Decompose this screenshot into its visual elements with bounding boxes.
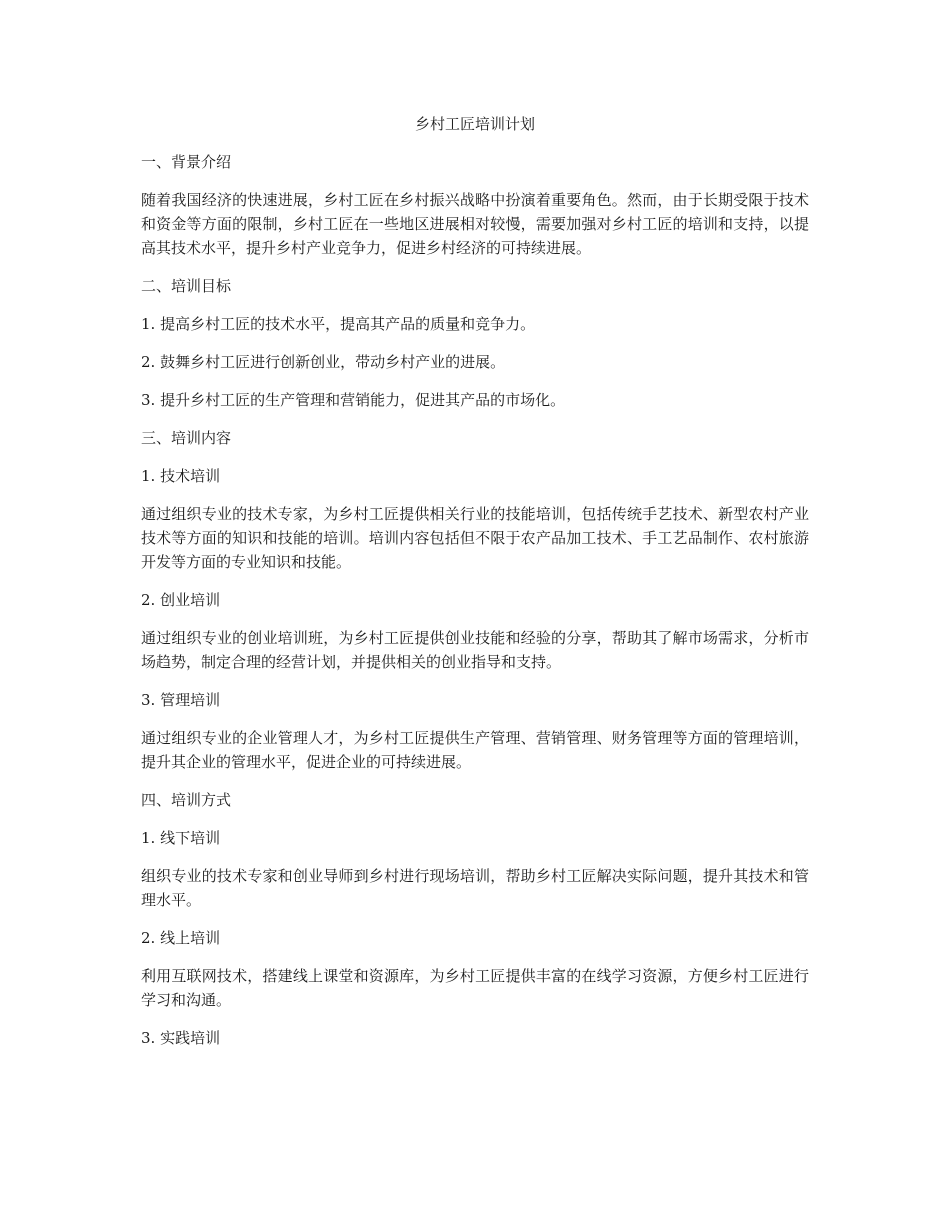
section-heading-methods: 四、培训方式 xyxy=(141,791,232,809)
paragraph-startup-training: 通过组织专业的创业培训班，为乡村工匠提供创业技能和经验的分享，帮助其了解市场需求，分析市场趋势，制定合理的经营计划，并提供相关的创业指导和支持。 xyxy=(141,629,809,671)
paragraph-offline-training: 组织专业的技术专家和创业导师到乡村进行现场培训，帮助乡村工匠解决实际问题，提升其技术和管理水平。 xyxy=(141,867,809,909)
document-body xyxy=(141,112,809,1064)
section-heading-goals: 二、培训目标 xyxy=(141,277,232,295)
goal-item-1: 1. 提高乡村工匠的技术水平，提高其产品的质量和竞争力。 xyxy=(141,315,536,333)
subheading-practice-training: 3. 实践培训 xyxy=(141,1029,221,1047)
subheading-management-training: 3. 管理培训 xyxy=(141,691,221,709)
paragraph-management-training: 通过组织专业的企业管理人才，为乡村工匠提供生产管理、营销管理、财务管理等方面的管理培训，提升其企业的管理水平，促进企业的可持续进展。 xyxy=(141,729,809,771)
goal-item-2: 2. 鼓舞乡村工匠进行创新创业，带动乡村产业的进展。 xyxy=(141,353,506,371)
paragraph-background: 随着我国经济的快速进展，乡村工匠在乡村振兴战略中扮演着重要角色。然而，由于长期受限于技术和资金等方面的限制，乡村工匠在一些地区进展相对较慢，需要加强对乡村工匠的培训和支持，以提高其技术水平，提升乡村产业竞争力，促进乡村经济的可持续进展。 xyxy=(141,191,809,257)
section-heading-background: 一、背景介绍 xyxy=(141,153,232,171)
section-heading-content: 三、培训内容 xyxy=(141,429,232,447)
subheading-startup-training: 2. 创业培训 xyxy=(141,591,221,609)
document-title: 乡村工匠培训计划 xyxy=(414,115,535,133)
subheading-online-training: 2. 线上培训 xyxy=(141,929,221,947)
subheading-tech-training: 1. 技术培训 xyxy=(141,467,221,485)
paragraph-online-training: 利用互联网技术，搭建线上课堂和资源库，为乡村工匠提供丰富的在线学习资源，方便乡村工匠进行学习和沟通。 xyxy=(141,967,809,1009)
subheading-offline-training: 1. 线下培训 xyxy=(141,829,221,847)
paragraph-tech-training: 通过组织专业的技术专家，为乡村工匠提供相关行业的技能培训，包括传统手艺技术、新型农村产业技术等方面的知识和技能的培训。培训内容包括但不限于农产品加工技术、手工艺品制作、农村旅游开发等方面的专业知识和技能。 xyxy=(141,505,809,571)
goal-item-3: 3. 提升乡村工匠的生产管理和营销能力，促进其产品的市场化。 xyxy=(141,391,566,409)
